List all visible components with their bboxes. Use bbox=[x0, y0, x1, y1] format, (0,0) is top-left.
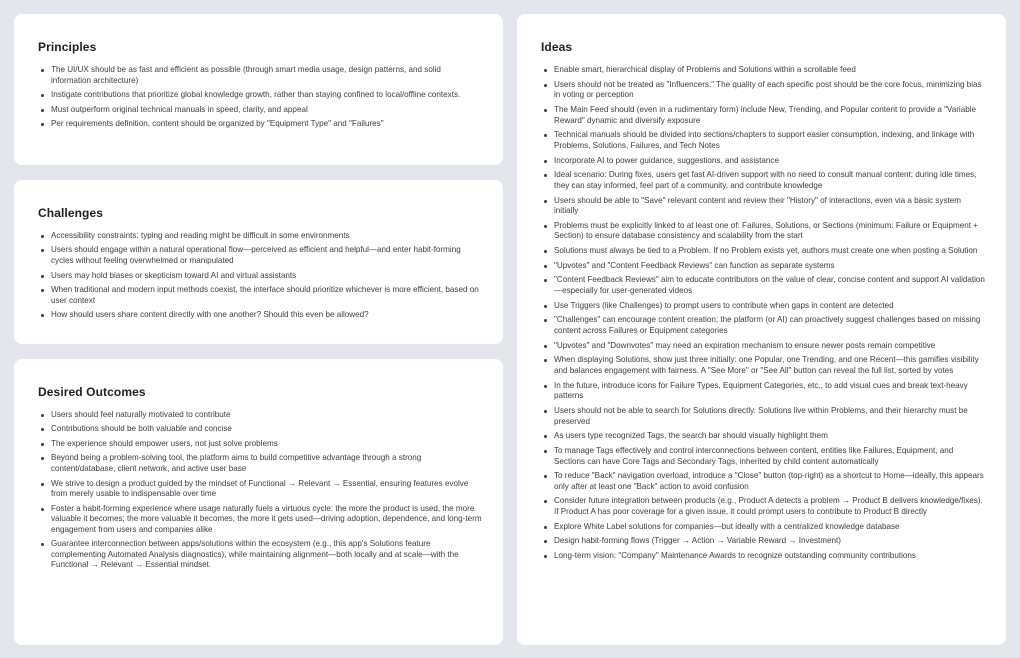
list-item: Users may hold biases or skepticism toward AI and virtual assistants bbox=[38, 271, 483, 282]
list-item: How should users share content directly with one another? Should this even be allowed? bbox=[38, 310, 483, 321]
list-item: Per requirements definition, content should be organized by "Equipment Type" and "Failures" bbox=[38, 119, 483, 130]
principles-list bbox=[38, 65, 483, 134]
list-item: As users type recognized Tags, the search bar should visually highlight them bbox=[541, 431, 986, 442]
list-item: Technical manuals should be divided into sections/chapters to support easier consumption, indexing, and linkage with Problems, Solutions, Failures, and Tech Notes bbox=[541, 130, 986, 151]
list-item: We strive to design a product guided by the mindset of Functional → Relevant → Essential, ensuring features evolve from merely usable to indispensable over time bbox=[38, 479, 483, 500]
list-item: Must outperform original technical manuals in speed, clarity, and appeal bbox=[38, 105, 483, 116]
list-item: Users should not be able to search for Solutions directly. Solutions live within Problems, and their hierarchy must be preserved bbox=[541, 406, 986, 427]
list-item: Incorporate AI to power guidance, suggestions, and assistance bbox=[541, 156, 986, 167]
desired-outcomes-list bbox=[38, 410, 483, 575]
desired-outcomes-card bbox=[14, 359, 503, 645]
principles-card bbox=[14, 14, 503, 165]
challenges-list bbox=[38, 231, 483, 325]
list-item: Users should be able to "Save" relevant content and review their "History" of interactions, even via a basic system initially bbox=[541, 196, 986, 217]
list-item: Users should feel naturally motivated to contribute bbox=[38, 410, 483, 421]
ideas-list bbox=[541, 65, 986, 566]
desired-outcomes-title: Desired Outcomes bbox=[38, 385, 146, 399]
list-item: "Content Feedback Reviews" aim to educate contributors on the value of clear, concise content and support AI validation—especially for user-generated videos bbox=[541, 275, 986, 296]
list-item: Foster a habit-forming experience where usage naturally fuels a virtuous cycle: the more the product is used, the more valuable it becomes; the more valuable it becomes, the more it gets used—driving adoption, dependence, and long-term engagement from users and companies alike bbox=[38, 504, 483, 536]
list-item: Instigate contributions that prioritize global knowledge growth, rather than staying confined to local/offline contexts. bbox=[38, 90, 483, 101]
list-item: Guarantee interconnection between apps/solutions within the ecosystem (e.g., this app's Solutions feature complementing Automated Analysis diagnostics), while maintaining alignment—both locally and at scale—with the Functional → Relevant → Essential mindset. bbox=[38, 539, 483, 571]
list-item: In the future, introduce icons for Failure Types, Equipment Categories, etc., to add visual cues and break text-heavy patterns bbox=[541, 381, 986, 402]
list-item: Users should not be treated as "Influencers." The quality of each specific post should be the core focus, minimizing bias in voting or perception bbox=[541, 80, 986, 101]
list-item: "Upvotes" and "Downvotes" may need an expiration mechanism to ensure newer posts remain competitive bbox=[541, 341, 986, 352]
list-item: Consider future integration between products (e.g., Product A detects a problem → Product B delivers knowledge/fixes). If Product A has poor coverage for a given issue, it could prompt users to contribute to Product B directly bbox=[541, 496, 986, 517]
list-item: Long-term vision: "Company" Maintenance Awards to recognize outstanding community contributions bbox=[541, 551, 986, 562]
list-item: Contributions should be both valuable and concise bbox=[38, 424, 483, 435]
list-item: To manage Tags effectively and control interconnections between content, entities like Failures, Equipment, and Sections can have Core Tags and Secondary Tags, inherited by child content automatically bbox=[541, 446, 986, 467]
list-item: The Main Feed should (even in a rudimentary form) include New, Trending, and Popular content to provide a "Variable Reward" dynamic and diversify exposure bbox=[541, 105, 986, 126]
challenges-card bbox=[14, 180, 503, 344]
list-item: Accessibility constraints: typing and reading might be difficult in some environments bbox=[38, 231, 483, 242]
list-item: Enable smart, hierarchical display of Problems and Solutions within a scrollable feed bbox=[541, 65, 986, 76]
list-item: The UI/UX should be as fast and efficient as possible (through smart media usage, design patterns, and solid information architecture) bbox=[38, 65, 483, 86]
list-item: When traditional and modern input methods coexist, the interface should prioritize whichever is more efficient, based on user context bbox=[38, 285, 483, 306]
list-item: The experience should empower users, not just solve problems bbox=[38, 439, 483, 450]
list-item: "Upvotes" and "Content Feedback Reviews" can function as separate systems bbox=[541, 261, 986, 272]
list-item: Solutions must always be tied to a Problem. If no Problem exists yet, authors must create one when posting a Solution bbox=[541, 246, 986, 257]
ideas-title: Ideas bbox=[541, 40, 573, 54]
ideas-card bbox=[517, 14, 1006, 645]
list-item: Users should engage within a natural operational flow—perceived as efficient and helpful—and enter habit-forming cycles without feeling overwhelmed or manipulated bbox=[38, 245, 483, 266]
challenges-title: Challenges bbox=[38, 206, 104, 220]
list-item: Problems must be explicitly linked to at least one of: Failures, Solutions, or Sections (minimum: Failure or Equipment + Section) to ensure database consistency and scalability from the start bbox=[541, 221, 986, 242]
principles-title: Principles bbox=[38, 40, 97, 54]
list-item: Design habit-forming flows (Trigger → Action → Variable Reward → Investment) bbox=[541, 536, 986, 547]
list-item: Beyond being a problem-solving tool, the platform aims to build competitive advantage through a strong content/database, client network, and active user base bbox=[38, 453, 483, 474]
list-item: To reduce "Back" navigation overload, introduce a "Close" button (top-right) as a shortcut to Home—ideally, this appears only after at least one "Back" action to avoid confusion bbox=[541, 471, 986, 492]
list-item: Explore White Label solutions for companies—but ideally with a centralized knowledge database bbox=[541, 522, 986, 533]
list-item: When displaying Solutions, show just three initially: one Popular, one Trending, and one Recent—this gamifies visibility and balances engagement with fairness. A "See More" or "See All" button can reveal the full list, sorted by votes bbox=[541, 355, 986, 376]
list-item: Ideal scenario: During fixes, users get fast AI-driven support with no need to consult manual content; during idle times, they can stay informed, feel part of a community, and contribute knowledge bbox=[541, 170, 986, 191]
list-item: "Challenges" can encourage content creation; the platform (or AI) can proactively suggest challenges based on missing content across Failures or Equipment categories bbox=[541, 315, 986, 336]
list-item: Use Triggers (like Challenges) to prompt users to contribute when gaps in content are detected bbox=[541, 301, 986, 312]
